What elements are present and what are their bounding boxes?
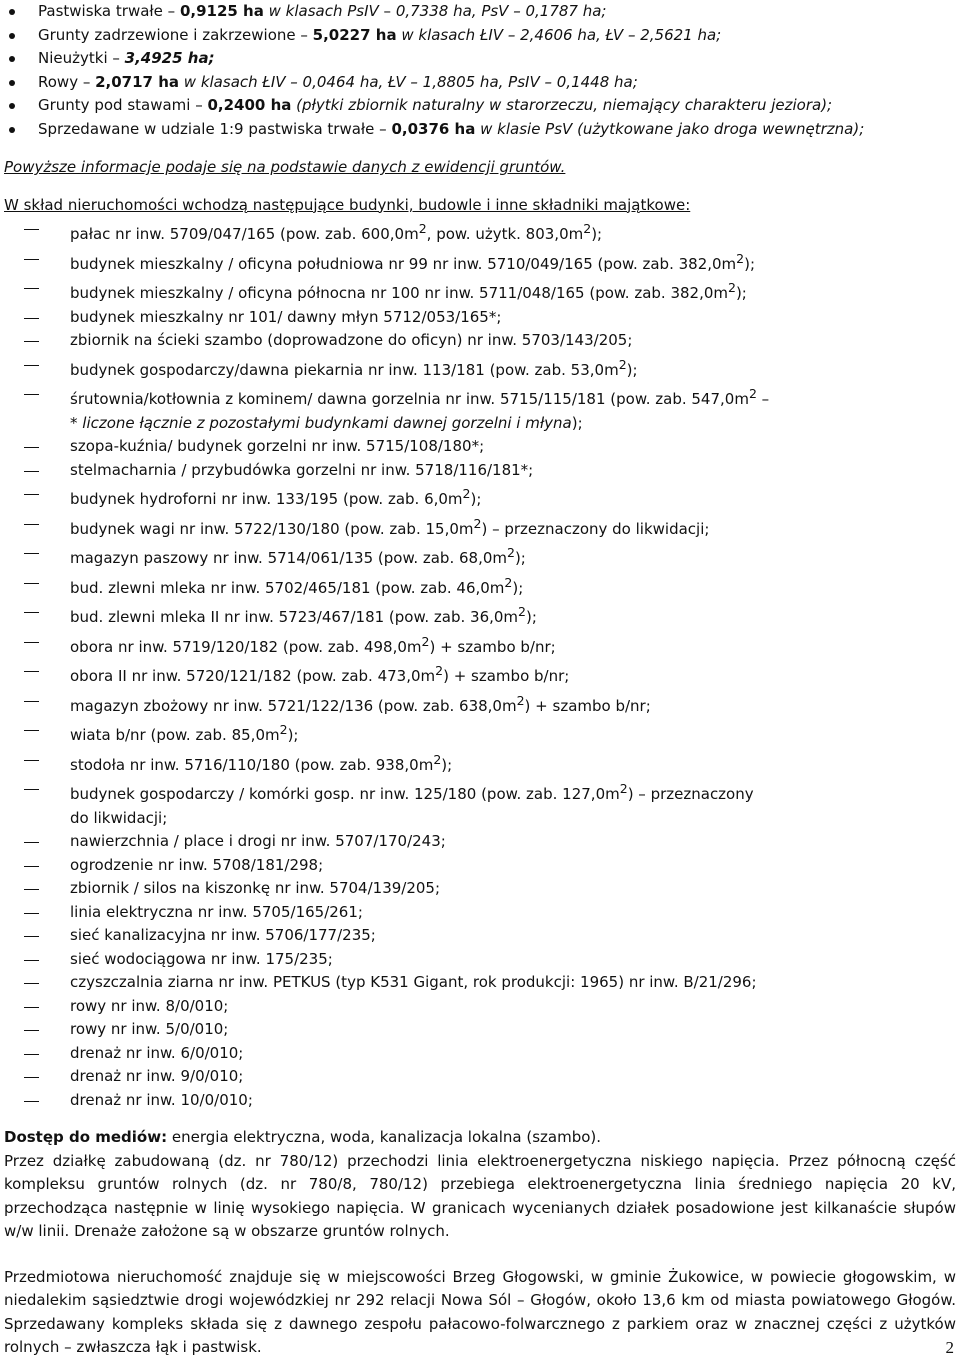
asset-item: rowy nr inw. 8/0/010;: [4, 995, 956, 1019]
land-use-list: [4, 0, 956, 141]
asset-item: pałac nr inw. 5709/047/165 (pow. zab. $600,0m^2$, pow. użytk. $803,0m^2$);: [4, 217, 956, 247]
asset-item: budynek gospodarczy / komórki gosp. nr inw. 125/180 (pow. zab. $127,0m^2$) – przeznaczony: [4, 777, 956, 807]
asset-item: bud. zlewni mleka nr inw. 5702/465/181 (pow. zab. $46,0m^2$);: [4, 571, 956, 601]
asset-item: budynek wagi nr inw. 5722/130/180 (pow. zab. $15,0m^2$) – przeznaczony do likwidacji;: [4, 512, 956, 542]
asset-item: budynek hydroforni nr inw. 133/195 (pow. zab. $6,0m^2$);: [4, 482, 956, 512]
asset-item: budynek mieszkalny / oficyna północna nr 100 nr inw. 5711/048/165 (pow. zab. $382,0m^2$);: [4, 276, 956, 306]
document-content: [4, 0, 956, 1360]
power-lines-paragraph: Przez działkę zabudowaną (dz. nr 780/12) przechodzi linia elektroenergetyczna niskiego napięcia. Przez północną część kompleksu gruntów rolnych (dz. nr 780/8, 780/12) przebiega elektroenergetyczna linia średniego napięcia 20 kV, przechodząca następnie w linię wysokiego napięcia. W granicach wycenianych działek posadowione jest kilkanaście słupów w/w linii. Drenaże założone są w obszarze gruntów rolnych.: [4, 1151, 956, 1240]
asset-item: do likwidacji;: [70, 808, 168, 827]
asset-item: bud. zlewni mleka II nr inw. 5723/467/181 (pow. zab. $36,0m^2$);: [4, 600, 956, 630]
asset-item: linia elektryczna nr inw. 5705/165/261;: [4, 901, 956, 925]
land-use-item: Grunty zadrzewione i zakrzewione – 5,0227 ha w klasach ŁIV – 2,4606 ha, ŁV – 2,5621 ha;: [4, 24, 956, 48]
asset-item: śrutownia/kotłownia z kominem/ dawna gorzelnia nr inw. 5715/115/181 (pow. zab. $547,0m^2$ –: [4, 382, 956, 412]
asset-item: ogrodzenie nr inw. 5708/181/298;: [4, 854, 956, 878]
media-text: energia elektryczna, woda, kanalizacja lokalna (szambo).: [171, 1128, 602, 1146]
asset-item: magazyn paszowy nr inw. 5714/061/135 (pow. zab. $68,0m^2$);: [4, 541, 956, 571]
asset-item: drenaż nr inw. 10/0/010;: [4, 1089, 956, 1113]
land-use-item: Pastwiska trwałe – 0,9125 ha w klasach PsIV – 0,7338 ha, PsV – 0,1787 ha;: [4, 0, 956, 24]
source-note: Powyższe informacje podaje się na podstawie danych z ewidencji gruntów.: [4, 158, 566, 176]
asset-item: drenaż nr inw. 6/0/010;: [4, 1042, 956, 1066]
page-number: 2: [945, 1338, 954, 1357]
asset-item: sieć kanalizacyjna nr inw. 5706/177/235;: [4, 924, 956, 948]
asset-item: sieć wodociągowa nr inw. 175/235;: [4, 948, 956, 972]
asset-item: budynek mieszkalny nr 101/ dawny młyn 5712/053/165*;: [4, 306, 956, 330]
land-use-item: Nieużytki – 3,4925 ha;: [4, 47, 956, 71]
media-access: [4, 1126, 956, 1150]
asset-item: zbiornik na ścieki szambo (doprowadzone do oficyn) nr inw. 5703/143/205;: [4, 329, 956, 353]
asset-item: szopa-kuźnia/ budynek gorzelni nr inw. 5715/108/180*;: [4, 435, 956, 459]
asset-item: zbiornik / silos na kiszonkę nr inw. 5704/139/205;: [4, 877, 956, 901]
asset-item: * liczone łącznie z pozostałymi budynkami dawnej gorzelni i młyna);: [70, 413, 583, 432]
asset-item: obora nr inw. 5719/120/182 (pow. zab. $498,0m^2$) + szambo b/nr;: [4, 630, 956, 660]
assets-list: [4, 217, 956, 1112]
asset-item: budynek gospodarczy/dawna piekarnia nr inw. 113/181 (pow. zab. $53,0m^2$);: [4, 353, 956, 383]
asset-item: obora II nr inw. 5720/121/182 (pow. zab. $473,0m^2$) + szambo b/nr;: [4, 659, 956, 689]
media-label: Dostęp do mediów:: [4, 1128, 168, 1146]
asset-item: wiata b/nr (pow. zab. $85,0m^2$);: [4, 718, 956, 748]
asset-item: stodoła nr inw. 5716/110/180 (pow. zab. $938,0m^2$);: [4, 748, 956, 778]
land-use-item: Rowy – 2,0717 ha w klasach ŁIV – 0,0464 ha, ŁV – 1,8805 ha, PsIV – 0,1448 ha;: [4, 71, 956, 95]
land-use-item: Grunty pod stawami – 0,2400 ha (płytki zbiornik naturalny w starorzeczu, niemający charakteru jeziora);: [4, 94, 956, 118]
location-paragraph: Przedmiotowa nieruchomość znajduje się w miejscowości Brzeg Głogowski, w gminie Żukowice, w powiecie głogowskim, w niedalekim sąsiedztwie drogi wojewódzkiej nr 292 relacji Nowa Sól – Głogów, około 13,6 km od miasta powiatowego Głogów. Sprzedawany kompleks składa się z dawnego zespołu pałacowo-folwarcznego z parkiem oraz w znacznej części z użytków rolnych – zwłaszcza łąk i pastwisk.: [4, 1267, 956, 1356]
asset-item: budynek mieszkalny / oficyna południowa nr 99 nr inw. 5710/049/165 (pow. zab. $382,0m^2$);: [4, 247, 956, 277]
land-use-item: Sprzedawane w udziale 1:9 pastwiska trwałe – 0,0376 ha w klasie PsV (użytkowane jako droga wewnętrzna);: [4, 118, 956, 142]
assets-heading: W skład nieruchomości wchodzą następujące budynki, budowle i inne składniki majątkowe:: [4, 195, 691, 214]
asset-item: drenaż nr inw. 9/0/010;: [4, 1065, 956, 1089]
asset-item: magazyn zbożowy nr inw. 5721/122/136 (pow. zab. $638,0m^2$) + szambo b/nr;: [4, 689, 956, 719]
asset-item: nawierzchnia / place i drogi nr inw. 5707/170/243;: [4, 830, 956, 854]
asset-item: stelmacharnia / przybudówka gorzelni nr inw. 5718/116/181*;: [4, 459, 956, 483]
asset-item: czyszczalnia ziarna nr inw. PETKUS (typ K531 Gigant, rok produkcji: 1965) nr inw. B/21/296;: [4, 971, 956, 995]
asset-item: rowy nr inw. 5/0/010;: [4, 1018, 956, 1042]
